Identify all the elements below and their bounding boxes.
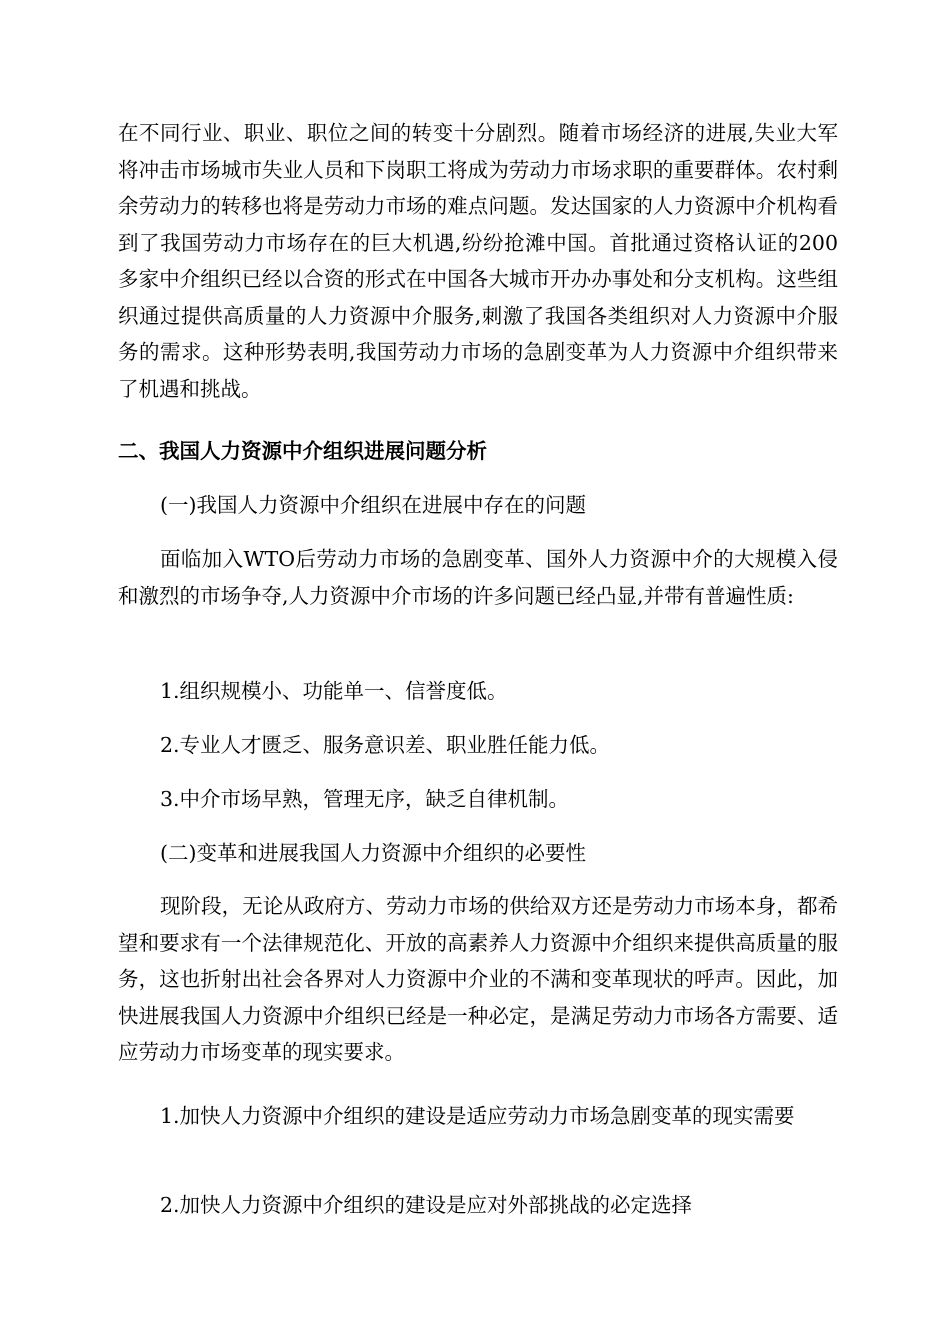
list-item-3: 3.中介市场早熟，管理无序，缺乏自律机制。 <box>160 787 570 811</box>
paragraph-current-stage: 现阶段，无论从政府方、劳动力市场的供给双方还是劳动力市场本身，都希望和要求有一个法律规范化、开放的高素养人力资源中介组织来提供高质量的服务，这也折射出社会各界对人力资源中介业的不满和变革现状的呼声。因此，加快进展我国人力资源中介组织已经是一种必定，是满足劳动力市场各方需要、适应劳动力市场变革的现实要求。 <box>118 894 838 1064</box>
point-2: 2.加快人力资源中介组织的建设是应对外部挑战的必定选择 <box>160 1193 693 1217</box>
point-1: 1.加快人力资源中介组织的建设是适应劳动力市场急剧变革的现实需要 <box>160 1104 795 1128</box>
paragraph-wto: 面临加入WTO后劳动力市场的急剧变革、国外人力资源中介的大规模入侵和激烈的市场争夺,人力资源中介市场的许多问题已经凸显,并带有普遍性质: <box>118 547 838 608</box>
list-item-1: 1.组织规模小、功能单一、信誉度低。 <box>160 679 508 703</box>
list-item-2: 2.专业人才匮乏、服务意识差、职业胜任能力低。 <box>160 733 611 757</box>
subsection-heading-necessity: (二)变革和进展我国人力资源中介组织的必要性 <box>160 841 586 865</box>
subsection-heading-problems: (一)我国人力资源中介组织在进展中存在的问题 <box>160 493 586 517</box>
section-heading: 二、我国人力资源中介组织进展问题分析 <box>118 439 487 463</box>
paragraph-opportunities: 在不同行业、职业、职位之间的转变十分剧烈。随着市场经济的进展,失业大军将冲击市场城市失业人员和下岗职工将成为劳动力市场求职的重要群体。农村剩余劳动力的转移也将是劳动力市场的难点问题。发达国家的人力资源中介机构看到了我国劳动力市场存在的巨大机遇,纷纷抢滩中国。首批通过资格认证的200多家中介组织已经以合资的形式在中国各大城市开办办事处和分支机构。这些组织通过提供高质量的人力资源中介服务,刺激了我国各类组织对人力资源中介服务的需求。这种形势表明,我国劳动力市场的急剧变革为人力资源中介组织带来了机遇和挑战。 <box>118 121 838 401</box>
